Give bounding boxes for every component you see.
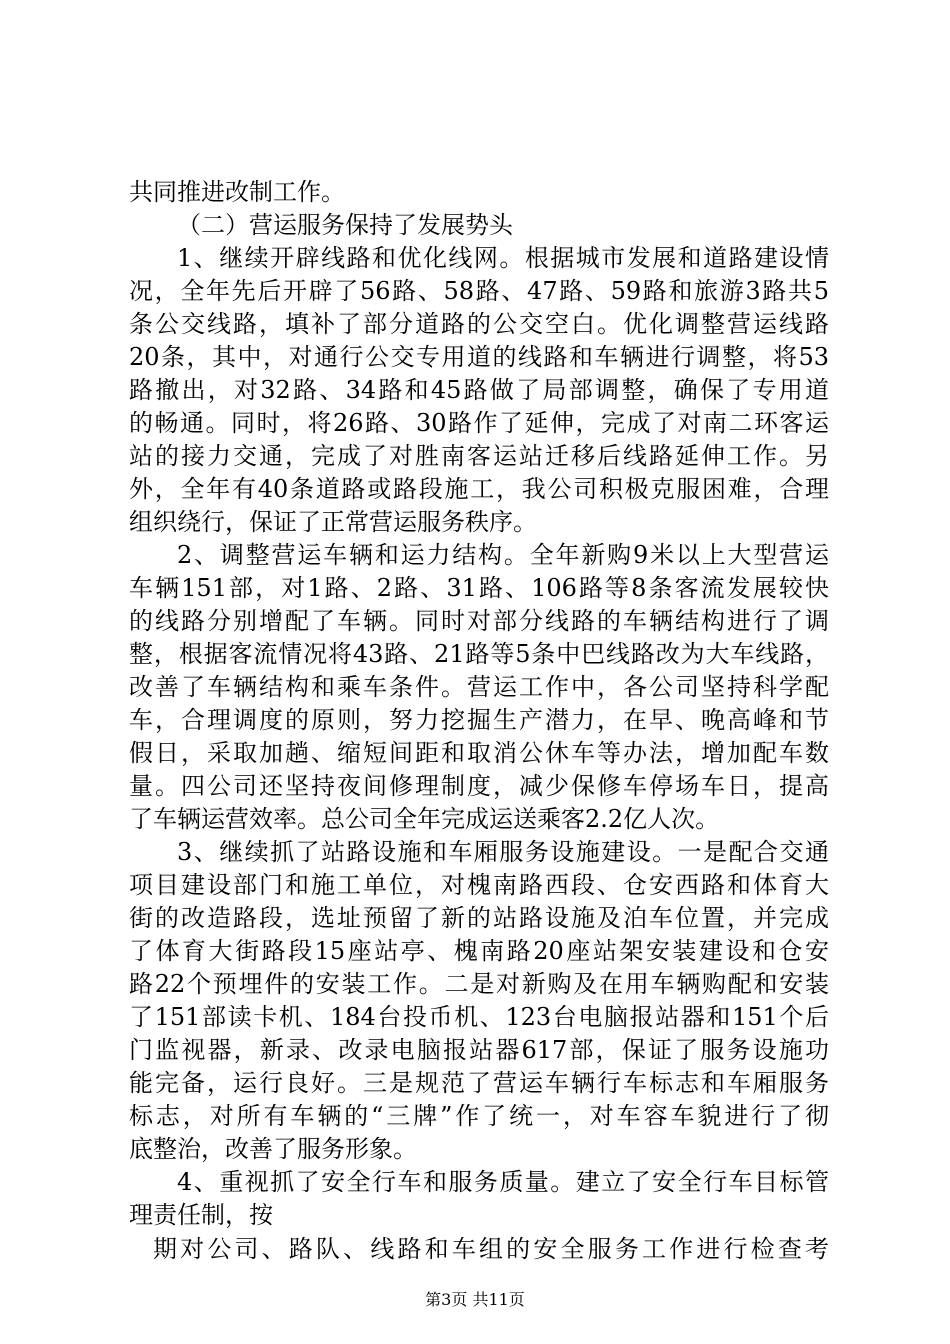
text-line: 了151部读卡机、184台投币机、123台电脑报站器和151个后 <box>129 1003 829 1031</box>
page-footer: 第3页 共11页 <box>425 1290 525 1309</box>
text-line: 量。四公司还坚持夜间修理制度，减少保修车停场车日，提高 <box>129 772 829 800</box>
text-line: 外，全年有40条道路或路段施工，我公司积极克服困难，合理 <box>129 475 829 503</box>
text-line: 2、调整营运车辆和运力结构。全年新购9米以上大型营运 <box>177 541 829 569</box>
text-line: 项目建设部门和施工单位，对槐南路西段、仓安西路和体育大 <box>129 871 829 899</box>
text-line: 门监视器，新录、改录电脑报站器617部，保证了服务设施功 <box>129 1036 829 1064</box>
text-line: 4、重视抓了安全行车和服务质量。建立了安全行车目标管 <box>177 1168 829 1196</box>
text-line: 理责任制，按 <box>129 1201 273 1229</box>
text-line: 街的改造路段，选址预留了新的站路设施及泊车位置，并完成 <box>129 904 829 932</box>
text-line: 假日，采取加趟、缩短间距和取消公休车等办法，增加配车数 <box>129 739 829 767</box>
text-line: 了车辆运营效率。总公司全年完成运送乘客2.2亿人次。 <box>129 805 720 833</box>
text-line: 了体育大街路段15座站亭、槐南路20座站架安装建设和仓安 <box>129 937 829 965</box>
text-line: 路22个预埋件的安装工作。二是对新购及在用车辆购配和安装 <box>129 970 829 998</box>
text-line: 3、继续抓了站路设施和车厢服务设施建设。一是配合交通 <box>177 838 829 866</box>
text-line: 期对公司、路队、线路和车组的安全服务工作进行检查考 <box>153 1235 829 1263</box>
text-line: 车，合理调度的原则，努力挖掘生产潜力，在早、晚高峰和节 <box>129 706 829 734</box>
text-line: 车辆151部，对1路、2路、31路、106路等8条客流发展较快 <box>129 574 829 602</box>
text-line: 20条，其中，对通行公交专用道的线路和车辆进行调整，将53 <box>129 343 829 371</box>
text-line: 条公交线路，填补了部分道路的公交空白。优化调整营运线路 <box>129 310 829 338</box>
text-line: 1、继续开辟线路和优化线网。根据城市发展和道路建设情 <box>177 244 829 272</box>
text-line: 路撤出，对32路、34路和45路做了局部调整，确保了专用道 <box>129 376 829 404</box>
section-heading: （二）营运服务保持了发展势头 <box>177 211 513 239</box>
text-line: 底整治，改善了服务形象。 <box>129 1135 417 1163</box>
text-line: 改善了车辆结构和乘车条件。营运工作中，各公司坚持科学配 <box>129 673 829 701</box>
text-line: 共同推进改制工作。 <box>129 178 345 206</box>
text-line: 组织绕行，保证了正常营运服务秩序。 <box>129 508 537 536</box>
text-line: 的线路分别增配了车辆。同时对部分线路的车辆结构进行了调 <box>129 607 829 635</box>
text-line: 站的接力交通，完成了对胜南客运站迁移后线路延伸工作。另 <box>129 442 829 470</box>
text-line: 能完备，运行良好。三是规范了营运车辆行车标志和车厢服务 <box>129 1069 829 1097</box>
text-line: 况，全年先后开辟了56路、58路、47路、59路和旅游3路共5 <box>129 277 829 305</box>
text-line: 的畅通。同时，将26路、30路作了延伸，完成了对南二环客运 <box>129 409 829 437</box>
text-line: 整，根据客流情况将43路、21路等5条中巴线路改为大车线路， <box>129 640 829 668</box>
text-line: 标志，对所有车辆的“三牌”作了统一，对车容车貌进行了彻 <box>129 1102 829 1130</box>
